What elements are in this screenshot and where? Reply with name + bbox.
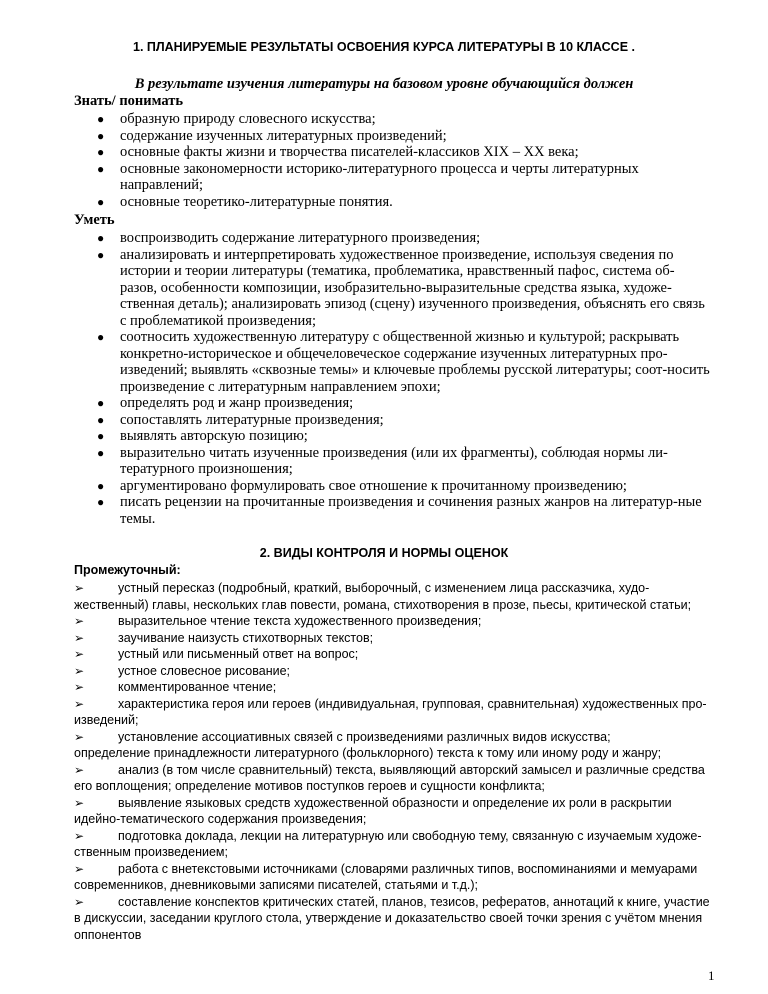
list-item: ● выявлять авторскую позицию; [97,428,308,444]
bullet-icon: ● [97,247,105,262]
list-item: ● анализировать и интерпретировать художественное произведение, используя сведения по истории и теории литературы (тематика, проблематика, нравственный пафос, система об-разов, особенности композиции, изобразительно-выразительные средства языка, художе-ственная деталь); анализировать эпизод (сцену) изученного произведения, объяснять его связь с проблематикой произведения; [97,246,705,329]
list-item: ● определять род и жанр произведения; [97,395,354,411]
list-item: ➢ установление ассоциативных связей с произведениями различных видов искусства; [74,729,611,744]
arrow-bullet-icon: ➢ [74,663,85,678]
list-item: ➢ устный пересказ (подробный, краткий, выборочный, с изменением лица рассказчика, худо-жественный) главы, нескольких глав повести, романа, стихотворения в прозе, пьесы, критической статьи; [74,581,692,612]
list-item: ➢ заучивание наизусть стихотворных текстов; [74,630,374,645]
know-list [0,111,710,210]
arrow-bullet-icon: ➢ [74,581,85,595]
bullet-icon: ● [97,445,105,460]
bullet-icon: ● [97,412,105,427]
arrow-bullet-icon: ➢ [74,630,85,645]
list-item: ➢ анализ (в том числе сравнительный) текста, выявляющий авторский замысел и различные средства его воплощения; определение мотивов поступков героев и сущности конфликта; [74,762,705,793]
learning-outcomes-subtitle: В результате изучения литературы на базовом уровне обучающийся должен [134,76,634,92]
list-item: ➢ устное словесное рисование; [74,663,291,678]
list-item: ● аргументировано формулировать свое отношение к прочитанному произведению; [97,477,627,494]
list-item: ➢ комментированное чтение; [74,680,277,694]
bullet-icon: ● [97,145,105,159]
arrow-bullet-icon: ➢ [74,729,85,744]
interim-heading: Промежуточный: [74,563,181,577]
page-number: 1 [708,968,715,983]
list-item: ● основные факты жизни и творчества писателей-классиков XIX – XX века; [97,144,579,160]
interim-control-list [74,580,718,943]
bullet-icon: ● [97,194,105,209]
bullet-icon: ● [97,128,105,143]
arrow-bullet-icon: ➢ [74,762,85,777]
list-item: ➢ выявление языковых средств художественной образности и определение их роли в раскрытии идейно-тематического содержания произведения; [74,795,672,826]
list-item: ● выразительно читать изученные произведения (или их фрагменты), соблюдая нормы ли-тературного произношения; [97,444,668,477]
can-list [0,230,710,527]
list-item-continuation: определение принадлежности литературного (фольклорного) текста к тому или иному роду и жанру; [74,746,662,760]
arrow-bullet-icon: ➢ [74,861,85,876]
arrow-bullet-icon: ➢ [74,894,85,909]
arrow-bullet-icon: ➢ [74,647,85,661]
can-heading: Уметь [74,212,115,228]
arrow-bullet-icon: ➢ [74,680,85,694]
bullet-icon: ● [97,330,105,344]
bullet-icon: ● [97,161,105,176]
list-item: ➢ работа с внетекстовыми источниками (словарями различных типов, воспоминаниями и мемуарами современников, дневниковыми записями писателей, статьями и т.д.); [74,861,698,892]
list-item: ● основные теоретико-литературные понятия. [97,193,393,210]
list-item: ➢ подготовка доклада, лекции на литературную или свободную тему, связанную с изучаемым художе-ственным произведением; [74,828,702,859]
bullet-icon: ● [97,112,105,126]
know-heading: Знать/ понимать [74,93,184,109]
arrow-bullet-icon: ➢ [74,614,85,628]
list-item: ● писать рецензии на прочитанные произведения и сочинения разных жанров на литератур-ные темы. [97,494,702,527]
bullet-icon: ● [97,429,105,443]
bullet-icon: ● [97,495,105,509]
list-item: ➢ характеристика героя или героев (индивидуальная, групповая, сравнительная) художественных про-изведений; [74,696,707,727]
bullet-icon: ● [97,231,105,245]
list-item: ➢ устный или письменный ответ на вопрос; [74,647,359,661]
section-2-title: 2. ВИДЫ КОНТРОЛЯ И НОРМЫ ОЦЕНОК [259,546,509,560]
bullet-icon: ● [97,396,105,410]
list-item: ● основные закономерности историко-литературного процесса и черты литературных направлений; [97,160,639,193]
arrow-bullet-icon: ➢ [74,828,85,843]
list-item: ➢ составление конспектов критических статей, планов, тезисов, рефератов, аннотаций к книге, участие в дискуссии, заседании круглого стола, утверждение и доказательство своей точки зрения с учётом мнения оппонентов [74,894,710,942]
section-1-title: 1. ПЛАНИРУЕМЫЕ РЕЗУЛЬТАТЫ ОСВОЕНИЯ КУРСА ЛИТЕРАТУРЫ В 10 КЛАССЕ . [133,40,635,54]
arrow-bullet-icon: ➢ [74,795,85,810]
list-item: ● соотносить художественную литературу с общественной жизнью и культурой; раскрывать конкретно-историческое и общечеловеческое содержание изученных литературных про-изведений; выявлять «сквозные темы» и ключевые проблемы русской литературы; соот-носить произведение с литературным направлением эпохи; [97,329,710,395]
list-item: ● образную природу словесного искусства; [97,111,376,127]
bullet-icon: ● [97,478,105,493]
arrow-bullet-icon: ➢ [74,696,85,711]
list-item: ➢ выразительное чтение текста художественного произведения; [74,614,482,628]
list-item: ● сопоставлять литературные произведения; [97,411,384,428]
list-item: ● содержание изученных литературных произведений; [97,127,447,144]
list-item: ● воспроизводить содержание литературного произведения; [97,230,481,246]
